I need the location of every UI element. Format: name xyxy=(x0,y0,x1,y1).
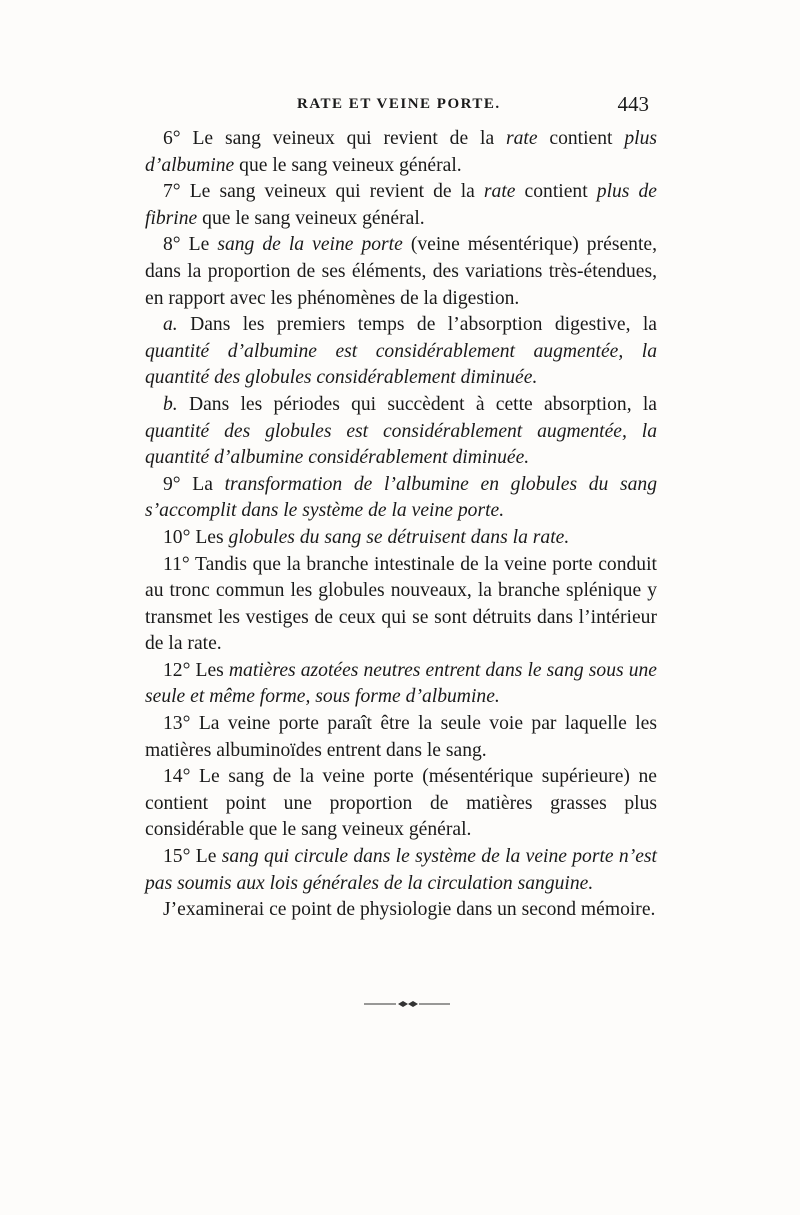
paragraph-p11 xyxy=(145,552,657,658)
paragraph-p14 xyxy=(145,764,657,844)
page-number: 443 xyxy=(617,92,649,116)
paragraph-p8 xyxy=(145,232,657,312)
text-run: Dans les premiers temps de l’absorption digestive, la xyxy=(177,314,657,336)
paragraph-pend xyxy=(145,897,657,924)
text-run: que le sang veineux général. xyxy=(234,154,462,176)
italic-text: rate xyxy=(505,128,538,149)
text-run: Dans les périodes qui succèdent à cette absorption, la xyxy=(177,393,657,415)
end-ornament xyxy=(362,1000,452,1008)
italic-text: quantité d’albumine est considérablement augmentée, la quantité des globules considérablement diminuée. xyxy=(145,340,657,389)
paragraph-p9 xyxy=(145,472,657,525)
text-run: 9° La xyxy=(163,473,225,495)
paragraph-p6 xyxy=(145,126,657,179)
text-run: 6° Le sang veineux qui revient de la xyxy=(163,128,506,149)
page-header xyxy=(145,92,655,122)
paragraph-p10 xyxy=(145,525,657,552)
text-run: J’examinerai ce point de physiologie dans un second mémoire. xyxy=(163,899,656,921)
paragraph-pa xyxy=(145,312,657,392)
paragraph-p12 xyxy=(145,658,657,711)
italic-text: plus d’albumine xyxy=(145,128,657,176)
running-title: RATE ET VEINE PORTE. xyxy=(297,96,501,112)
italic-text: sang de la veine porte xyxy=(217,234,403,256)
italic-text: plus de fibrine xyxy=(145,181,657,229)
text-run: que le sang veineux général. xyxy=(197,207,425,229)
paragraph-pb xyxy=(145,392,657,472)
text-run: 12° Les xyxy=(163,659,229,681)
italic-text: rate xyxy=(483,181,516,203)
text-run: contient xyxy=(537,128,625,149)
text-run: (veine mésentérique) présente, dans la proportion de ses éléments, des variations très-étendues, en rapport avec les phénomènes de la digestion. xyxy=(145,234,657,309)
italic-text: a. xyxy=(163,314,178,336)
italic-text: b. xyxy=(163,393,178,415)
text-run: 8° Le xyxy=(163,234,218,256)
italic-text: sang qui circule dans le système de la veine porte n’est pas soumis aux lois générales de la circulation sanguine. xyxy=(145,846,657,894)
text-run: 13° La veine porte paraît être la seule voie par laquelle les matières albuminoïdes entrent dans le sang. xyxy=(145,713,657,761)
text-run: 11° Tandis que la branche intestinale de la veine porte conduit au tronc commun les globules nouveaux, la branche splénique y transmet les vestiges de ceux qui se sont détruits dans l’intérieur de la rate. xyxy=(145,553,657,655)
italic-text: globules du sang se détruisent dans la rate. xyxy=(228,526,570,548)
text-run: 15° Le xyxy=(163,846,222,868)
paragraph-p15 xyxy=(145,844,657,897)
text-run: 10° Les xyxy=(163,526,229,548)
text-run: 14° Le sang de la veine porte (mésentérique supérieure) ne contient point une proportion de matières grasses plus considérable que le sang veineux général. xyxy=(145,766,657,841)
italic-text: quantité des globules est considérablement augmentée, la quantité d’albumine considérablement diminuée. xyxy=(145,420,657,469)
italic-text: transformation de l’albumine en globules du sang s’accomplit dans le système de la veine porte. xyxy=(145,473,657,522)
paragraph-p7 xyxy=(145,179,657,232)
text-run: 7° Le sang veineux qui revient de la xyxy=(163,181,484,203)
text-run: contient xyxy=(515,181,597,203)
paragraph-p13 xyxy=(145,711,657,764)
body-text xyxy=(145,126,657,924)
italic-text: matières azotées neutres entrent dans le sang sous une seule et même forme, sous forme d’albumine. xyxy=(145,659,657,708)
